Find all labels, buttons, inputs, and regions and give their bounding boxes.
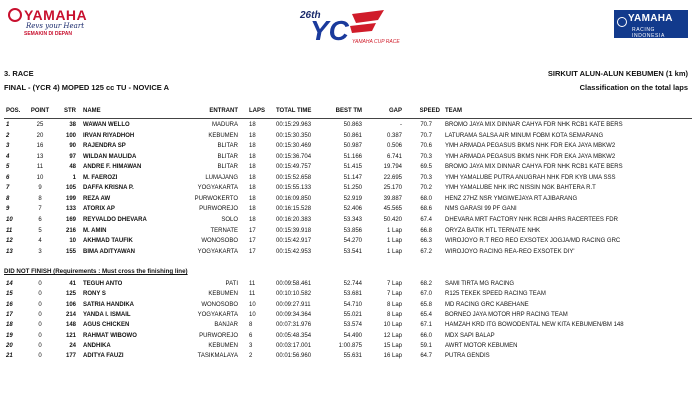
speed-cell: 68.6: [420, 206, 432, 213]
start-number-cell: 125: [65, 291, 76, 298]
team-cell: MDX SAPI BALAP: [445, 332, 495, 339]
table-row: [0, 289, 696, 299]
speed-cell: 67.0: [420, 291, 432, 298]
rider-name-cell: AKHMAD TAUFIK: [83, 238, 133, 245]
best-time-cell: 54.490: [343, 332, 362, 339]
entrant-cell: YOGYAKARTA: [197, 311, 238, 318]
team-cell: WIROJOYO RACING REA-REO EXSOTEK DIY': [445, 248, 575, 255]
col-team: TEAM: [445, 108, 462, 114]
best-time-cell: 50.861: [343, 132, 362, 139]
table-row: [0, 351, 696, 361]
entrant-cell: PATI: [225, 281, 238, 287]
pos-cell: 10: [6, 216, 13, 223]
pos-cell: 5: [6, 164, 10, 171]
speed-cell: 70.7: [420, 132, 432, 139]
best-time-cell: 55.631: [343, 353, 362, 360]
laps-cell: 11: [249, 281, 256, 287]
circuit-name: SIRKUIT ALUN-ALUN KEBUMEN (1 km): [547, 69, 688, 78]
team-cell: SAMI TIRTA MG RACING: [445, 281, 515, 287]
entrant-cell: YOGYAKARTA: [197, 248, 238, 255]
pos-cell: 7: [6, 185, 10, 192]
gap-cell: 7 Lap: [386, 291, 402, 298]
race-title: FINAL - (YCR 4) MOPED 125 cc TU - NOVICE A: [4, 83, 170, 92]
table-row: [0, 226, 696, 236]
col-laps: LAPS: [249, 108, 266, 114]
pos-cell: 2: [6, 132, 10, 139]
start-number-cell: 133: [65, 206, 76, 213]
rider-name-cell: ANDRE F. HIMAWAN: [83, 164, 142, 171]
start-number-cell: 106: [65, 301, 76, 308]
table-row: [0, 141, 696, 151]
speed-cell: 66.0: [420, 332, 432, 339]
start-number-cell: 105: [65, 185, 76, 192]
table-header: [0, 106, 696, 116]
col-best-time: BEST TM: [335, 108, 362, 114]
point-cell: 11: [36, 164, 44, 171]
best-time-cell: 51.415: [343, 164, 362, 171]
start-number-cell: 90: [69, 143, 76, 150]
start-number-cell: 216: [65, 227, 76, 234]
laps-cell: 18: [249, 132, 256, 139]
rider-name-cell: RAHMAT WIBOWO: [83, 332, 137, 339]
team-cell: HAMZAH KRD ITG BOWODENTAL NEW KITA KEBUMEN/BM 148: [445, 322, 624, 329]
start-number-cell: 155: [65, 248, 76, 255]
gap-cell: 10 Lap: [383, 322, 402, 329]
table-row: [0, 183, 696, 193]
point-cell: 0: [38, 353, 42, 360]
gap-cell: 15 Lap: [383, 342, 402, 349]
speed-cell: 70.2: [420, 185, 432, 192]
pos-cell: 21: [6, 353, 13, 360]
best-time-cell: 54.710: [343, 301, 362, 308]
rider-name-cell: SATRIA HANDIKA: [83, 301, 134, 308]
gap-cell: 1 Lap: [386, 227, 402, 234]
yamaha-racing-indonesia-logo: [614, 10, 688, 38]
team-cell: YMH ARMADA PEGASUS BKMS NHK FDR EKA JAYA MBKW2: [445, 143, 616, 150]
total-time-cell: 00:09:34.364: [276, 311, 312, 318]
table-row: [0, 279, 696, 289]
rider-name-cell: YANDA I. ISMAIL: [83, 311, 131, 318]
team-cell: ORYZA BATIK HTL TERNATE NHK: [445, 227, 541, 234]
speed-cell: 70.6: [420, 143, 432, 150]
pos-cell: 14: [6, 281, 13, 287]
table-row: [0, 162, 696, 172]
rider-name-cell: RAJENDRA SP: [83, 143, 126, 150]
team-cell: WIROJOYO R.T REO REO EXSOTEX JOGJA/MD RACING GRC: [445, 238, 621, 245]
point-cell: 13: [36, 153, 44, 160]
gap-cell: 50.420: [383, 216, 402, 223]
speed-cell: 66.8: [420, 227, 432, 234]
laps-cell: 11: [249, 291, 256, 298]
gap-cell: 22.695: [383, 174, 402, 181]
best-time-cell: 55.021: [343, 311, 362, 318]
pos-cell: 11: [6, 227, 13, 234]
gap-cell: 16 Lap: [383, 353, 402, 360]
total-time-cell: 00:16:09.850: [276, 195, 312, 202]
total-time-cell: 00:15:29.963: [276, 122, 312, 128]
point-cell: 20: [36, 132, 44, 139]
entrant-cell: BLITAR: [217, 143, 238, 150]
speed-cell: 59.1: [420, 342, 432, 349]
laps-cell: 17: [249, 248, 256, 255]
team-cell: BROMO JAYA MIX DINNAR CAHYA FDR NHK RCB1 KATE BERS: [445, 164, 623, 171]
revs-tagline: Revs your Heart: [26, 22, 85, 30]
entrant-cell: KEBUMEN: [208, 291, 238, 298]
point-cell: 6: [38, 216, 42, 223]
laps-cell: 6: [249, 332, 253, 339]
start-number-cell: 148: [65, 322, 76, 329]
pos-cell: 3: [6, 143, 10, 150]
table-row: [0, 310, 696, 320]
best-time-cell: 53.681: [343, 291, 362, 298]
total-time-cell: 00:15:42.917: [276, 238, 312, 245]
pos-cell: 17: [6, 311, 13, 318]
rider-name-cell: RONY S: [83, 291, 106, 298]
section-title: 3. RACE: [4, 69, 34, 78]
gap-cell: 45.565: [383, 206, 402, 213]
point-cell: 8: [38, 195, 42, 202]
start-number-cell: 214: [65, 311, 76, 318]
point-cell: 16: [36, 143, 44, 150]
start-number-cell: 1: [72, 174, 76, 181]
total-time-cell: 00:15:55.133: [276, 185, 312, 192]
laps-cell: 18: [249, 143, 256, 150]
gap-cell: 39.887: [383, 195, 402, 202]
header-divider: [4, 118, 692, 119]
speed-cell: 69.5: [420, 164, 432, 171]
table-row: [0, 341, 696, 351]
rider-name-cell: TEGUH ANTO: [83, 281, 123, 287]
total-time-cell: 00:05:48.354: [276, 332, 312, 339]
gap-cell: 6.741: [386, 153, 402, 160]
gap-cell: 19.794: [383, 164, 402, 171]
laps-cell: 18: [249, 185, 256, 192]
point-cell: 0: [38, 301, 42, 308]
total-time-cell: 00:16:20.383: [276, 216, 312, 223]
gap-cell: 12 Lap: [383, 332, 402, 339]
total-time-cell: 00:09:27.911: [276, 301, 311, 308]
total-time-cell: 00:10:10.582: [276, 291, 312, 298]
entrant-cell: PURWOREJO: [199, 332, 238, 339]
laps-cell: 2: [249, 353, 253, 360]
rider-name-cell: REZA AW: [83, 195, 111, 202]
gap-cell: 0.506: [386, 143, 402, 150]
table-row: [0, 131, 696, 141]
team-cell: YMH YAMALUBE NHK IRC NISSIN NGK BAHTERA R.T: [445, 185, 596, 192]
point-cell: 0: [38, 342, 42, 349]
yc-text: YC: [310, 15, 349, 46]
col-entrant: ENTRANT: [209, 108, 238, 114]
entrant-cell: BLITAR: [217, 164, 238, 171]
gap-cell: 1 Lap: [386, 248, 402, 255]
team-cell: NMS GARASI 99 PF GANI: [445, 206, 517, 213]
total-time-cell: 00:03:17.001: [276, 342, 312, 349]
rider-name-cell: ADITYA FAUZI: [83, 353, 124, 360]
pos-cell: 6: [6, 174, 10, 181]
col-point: POINT: [30, 108, 50, 114]
speed-cell: 67.2: [420, 248, 432, 255]
speed-cell: 66.3: [420, 238, 432, 245]
entrant-cell: PURWOREJO: [199, 206, 238, 213]
point-cell: 7: [38, 206, 42, 213]
yamaha-wordmark: [8, 8, 88, 22]
best-time-cell: 52.919: [343, 195, 362, 202]
total-time-cell: 00:15:49.757: [276, 164, 312, 171]
laps-cell: 8: [249, 322, 253, 329]
total-time-cell: 00:15:52.658: [276, 174, 312, 181]
pos-cell: 9: [6, 206, 10, 213]
rider-name-cell: AGUS CHICKEN: [83, 322, 130, 329]
best-time-cell: 52.406: [343, 206, 362, 213]
team-cell: BROMO JAYA MIX DINNAR CAHYA FDR NHK RCB1 KATE BERS: [445, 122, 623, 128]
edition-text: 26th: [300, 10, 321, 21]
speed-cell: 70.3: [420, 153, 432, 160]
rider-name-cell: DAFFA KRISNA P.: [83, 185, 134, 192]
entrant-cell: WONOSOBO: [201, 301, 238, 308]
dnf-title: DID NOT FINISH (Requirements : Must cross the finishing line): [4, 268, 188, 275]
start-number-cell: 24: [69, 342, 76, 349]
point-cell: 9: [38, 185, 42, 192]
best-time-cell: 53.574: [343, 322, 362, 329]
yamaha-brand-text: YAMAHA: [24, 7, 88, 23]
laps-cell: 17: [249, 238, 256, 245]
total-time-cell: 00:15:30.469: [276, 143, 312, 150]
semakin-tagline: SEMAKIN DI DEPAN: [24, 31, 72, 37]
speed-cell: 68.2: [420, 281, 432, 287]
best-time-cell: 1:00.875: [338, 342, 362, 349]
gap-cell: 7 Lap: [386, 281, 402, 287]
start-number-cell: 121: [65, 332, 76, 339]
speed-cell: 70.7: [420, 122, 432, 128]
col-pos: POS.: [6, 108, 21, 114]
gap-cell: 8 Lap: [386, 311, 402, 318]
speed-cell: 65.8: [420, 301, 432, 308]
yamaha-cup-race-logo: [292, 6, 402, 46]
rider-name-cell: IRVAN RIYADHOH: [83, 132, 135, 139]
total-time-cell: 00:15:36.704: [276, 153, 312, 160]
pos-cell: 15: [6, 291, 13, 298]
laps-cell: 18: [249, 153, 256, 160]
laps-cell: 18: [249, 164, 256, 171]
col-total-time: TOTAL TIME: [276, 108, 312, 114]
best-time-cell: 51.166: [343, 153, 362, 160]
laps-cell: 18: [249, 174, 256, 181]
team-cell: PUTRA GENDIS: [445, 353, 490, 360]
speed-cell: 65.4: [420, 311, 432, 318]
gap-cell: 1 Lap: [386, 238, 402, 245]
speed-cell: 67.1: [420, 322, 432, 329]
point-cell: 0: [38, 311, 42, 318]
red-swoosh-shape-2: [350, 23, 376, 33]
red-swoosh-shape: [352, 10, 384, 23]
tuning-fork-icon: [617, 17, 627, 27]
total-time-cell: 00:16:15.528: [276, 206, 312, 213]
best-time-cell: 50.987: [343, 143, 362, 150]
best-time-cell: 51.250: [343, 185, 362, 192]
speed-cell: 70.3: [420, 174, 432, 181]
pos-cell: 13: [6, 248, 13, 255]
entrant-cell: TASIKMALAYA: [197, 353, 238, 360]
entrant-cell: PURWOKERTO: [194, 195, 238, 202]
team-cell: R125 TEKEK SPEED RACING TEAM: [445, 291, 546, 298]
laps-cell: 17: [249, 227, 256, 234]
team-cell: LATURAMA SALSA AIR MINUM FOBM KOTA SEMARANG: [445, 132, 604, 139]
total-time-cell: 00:01:56.960: [276, 353, 312, 360]
table-row: [0, 173, 696, 183]
best-time-cell: 54.270: [343, 238, 362, 245]
start-number-cell: 38: [69, 122, 76, 128]
gap-cell: 25.170: [383, 185, 402, 192]
rider-name-cell: M. AMIN: [83, 227, 107, 234]
table-row: [0, 331, 696, 341]
col-name: NAME: [83, 108, 101, 114]
table-row: [0, 215, 696, 225]
yamaha-logo: [8, 8, 88, 38]
cup-race-subtitle: YAMAHA CUP RACE: [352, 39, 400, 45]
table-row: [0, 204, 696, 214]
table-row: [0, 236, 696, 246]
gap-cell: 8 Lap: [386, 301, 402, 308]
pos-cell: 20: [6, 342, 13, 349]
tuning-fork-icon: [8, 8, 22, 22]
entrant-cell: KEBUMEN: [208, 342, 238, 349]
team-cell: MD RACING GRC KABEHANE: [445, 301, 529, 308]
gap-cell: 0.387: [386, 132, 402, 139]
pos-cell: 18: [6, 322, 13, 329]
laps-cell: 10: [249, 311, 256, 318]
entrant-cell: MADURA: [211, 122, 238, 128]
entrant-cell: BLITAR: [217, 153, 238, 160]
rider-name-cell: REYVALDO DHEVARA: [83, 216, 147, 223]
laps-cell: 18: [249, 216, 256, 223]
speed-cell: 67.4: [420, 216, 432, 223]
entrant-cell: SOLO: [221, 216, 238, 223]
start-number-cell: 100: [65, 132, 76, 139]
team-cell: DHEVARA MRT FACTORY NHK RCBI AHRS RACERTEES FDR: [445, 216, 618, 223]
point-cell: 0: [38, 322, 42, 329]
table-row: [0, 320, 696, 330]
rider-name-cell: ANDHIKA: [83, 342, 111, 349]
table-row: [0, 152, 696, 162]
start-number-cell: 48: [69, 164, 76, 171]
table-row: [0, 194, 696, 204]
rider-name-cell: BIMA ADITYAWAN: [83, 248, 136, 255]
entrant-cell: BANJAR: [214, 322, 238, 329]
total-time-cell: 00:07:31.976: [276, 322, 312, 329]
col-str: STR: [64, 108, 76, 114]
best-time-cell: 51.147: [343, 174, 362, 181]
best-time-cell: 53.343: [343, 216, 362, 223]
laps-cell: 3: [249, 342, 253, 349]
entrant-cell: TERNATE: [210, 227, 238, 234]
team-cell: YMH ARMADA PEGASUS BKMS NHK FDR EKA JAYA MBKW2: [445, 153, 616, 160]
total-time-cell: 00:15:42.953: [276, 248, 312, 255]
total-time-cell: 00:09:58.461: [276, 281, 312, 287]
team-cell: HENZ 27HZ NSR YMGIWEJAYA RT AJIBARANG: [445, 195, 578, 202]
entrant-cell: KEBUMEN: [208, 132, 238, 139]
point-cell: 0: [38, 332, 42, 339]
yamaha-racing-brand: YAMAHA: [628, 13, 673, 24]
classification-note: Classification on the total laps: [579, 83, 688, 92]
team-cell: YMH YAMALUBE PUTRA ANUGRAH NHK FDR KYB UMA SSS: [445, 174, 616, 181]
table-row: [0, 120, 696, 130]
laps-cell: 18: [249, 122, 256, 128]
total-time-cell: 00:15:39.918: [276, 227, 312, 234]
gap-cell: -: [400, 122, 402, 128]
pos-cell: 1: [6, 122, 10, 128]
point-cell: 3: [38, 248, 42, 255]
laps-cell: 18: [249, 195, 256, 202]
speed-cell: 64.7: [420, 353, 432, 360]
best-time-cell: 53.541: [343, 248, 362, 255]
point-cell: 10: [36, 174, 44, 181]
entrant-cell: LUMAJANG: [205, 174, 238, 181]
col-speed: SPEED: [419, 108, 440, 114]
start-number-cell: 10: [69, 238, 76, 245]
racing-indonesia-text: RACING INDONESIA: [632, 27, 665, 39]
start-number-cell: 169: [65, 216, 76, 223]
point-cell: 25: [36, 122, 44, 128]
start-number-cell: 97: [69, 153, 76, 160]
rider-name-cell: WILDAN MAULIDA: [83, 153, 137, 160]
pos-cell: 4: [6, 153, 10, 160]
start-number-cell: 177: [65, 353, 76, 360]
best-time-cell: 53.856: [343, 227, 362, 234]
laps-cell: 18: [249, 206, 256, 213]
team-cell: BORNEO JAYA MOTOR HRP RACING TEAM: [445, 311, 568, 318]
team-cell: AWRT MOTOR KEBUMEN: [445, 342, 518, 349]
pos-cell: 8: [6, 195, 10, 202]
start-number-cell: 41: [69, 281, 76, 287]
point-cell: 0: [38, 291, 42, 298]
rider-name-cell: M. FAEROZI: [83, 174, 118, 181]
col-gap: GAP: [388, 108, 402, 114]
point-cell: 0: [38, 281, 42, 287]
pos-cell: 19: [6, 332, 13, 339]
rider-name-cell: WAWAN WELLO: [83, 122, 130, 128]
rider-name-cell: ATORIX AP: [83, 206, 115, 213]
best-time-cell: 52.744: [343, 281, 362, 287]
pos-cell: 12: [6, 238, 13, 245]
best-time-cell: 50.863: [343, 122, 362, 128]
entrant-cell: YOGYAKARTA: [197, 185, 238, 192]
point-cell: 5: [38, 227, 42, 234]
speed-cell: 68.0: [420, 195, 432, 202]
table-row: [0, 247, 696, 257]
entrant-cell: WONOSOBO: [201, 238, 238, 245]
pos-cell: 16: [6, 301, 13, 308]
laps-cell: 10: [249, 301, 256, 308]
total-time-cell: 00:15:30.350: [276, 132, 312, 139]
start-number-cell: 199: [65, 195, 76, 202]
point-cell: 4: [38, 238, 42, 245]
table-row: [0, 300, 696, 310]
